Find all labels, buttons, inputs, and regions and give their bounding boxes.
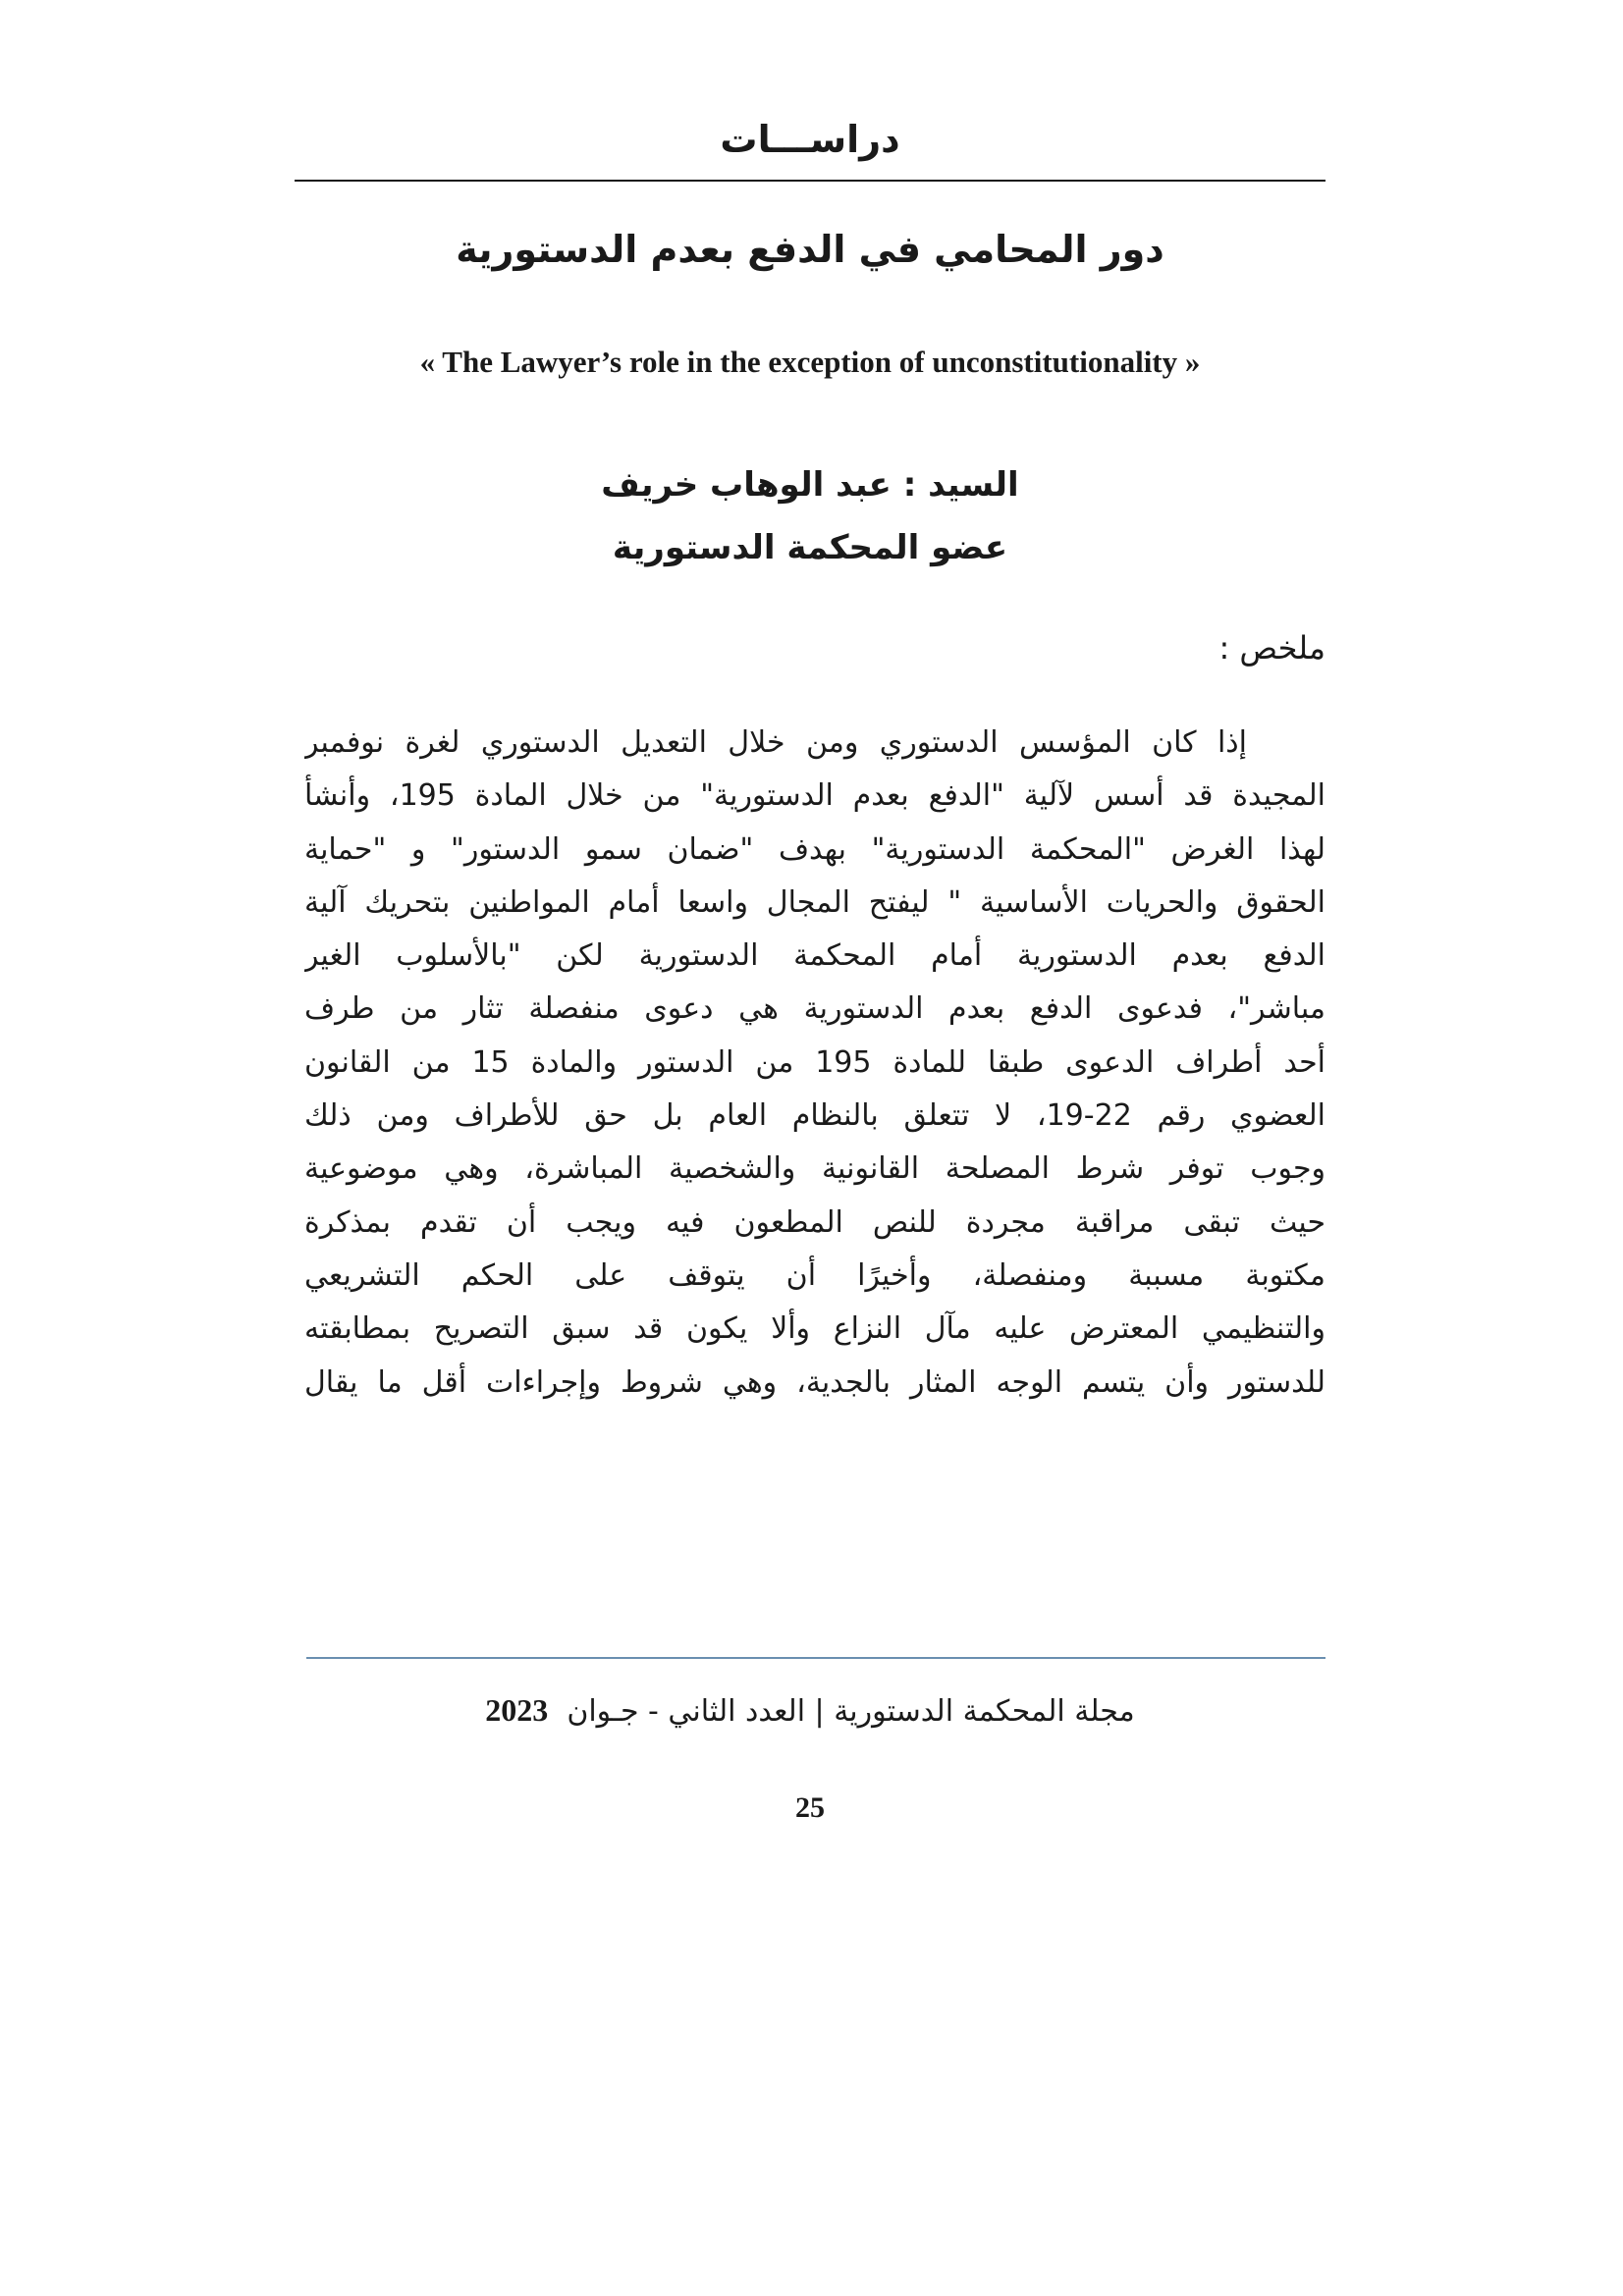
abstract-body (304, 717, 1325, 1410)
abstract-line: لهذا الغرض "المحكمة الدستورية" بهدف "ضمان سمو الدستور" و "حماية (304, 831, 1325, 867)
abstract-line: للدستور وأن يتسم الوجه المثار بالجدية، وهي شروط وإجراءات أقل ما يقال (304, 1364, 1325, 1400)
abstract-line: المجيدة قد أسس لآلية "الدفع بعدم الدستورية" من خلال المادة 195، وأنشأ (304, 778, 1325, 814)
author-position: عضو المحكمة الدستورية (612, 528, 1008, 567)
abstract-line: وجوب توفر شرط المصلحة القانونية والشخصية المباشرة، وهي موضوعية (304, 1151, 1325, 1187)
abstract-line: إذا كان المؤسس الدستوري ومن خلال التعديل الدستوري لغرة نوفمبر (304, 725, 1247, 760)
footer-divider (306, 1657, 1325, 1659)
journal-footer (295, 1681, 1325, 1741)
abstract-line: الدفع بعدم الدستورية أمام المحكمة الدستورية لكن "بالأسلوب الغير (304, 938, 1325, 974)
abstract-label: ملخص : (1218, 629, 1325, 667)
abstract-line: العضوي رقم 22-19، لا تتعلق بالنظام العام بل حق للأطراف ومن ذلك (304, 1098, 1325, 1134)
abstract-line: أحد أطراف الدعوى طبقا للمادة 195 من الدستور والمادة 15 من القانون (304, 1044, 1325, 1080)
journal-year: 2023 (485, 1692, 549, 1728)
abstract-line: الحقوق والحريات الأساسية " ليفتح المجال واسعا أمام المواطنين بتحريك آلية (304, 884, 1325, 920)
author-name: السيد : عبد الوهاب خريف (601, 465, 1019, 505)
abstract-line: حيث تبقى مراقبة مجردة للنص المطعون فيه ويجب أن تقدم بمذكرة (304, 1204, 1325, 1240)
article-title-arabic: دور المحامي في الدفع بعدم الدستورية (456, 228, 1164, 271)
page-number: 25 (795, 1791, 825, 1824)
abstract-line: مكتوبة مسببة ومنفصلة، وأخيرًا أن يتوقف على الحكم التشريعي (304, 1257, 1325, 1293)
author-block (295, 454, 1325, 579)
article-title-english: « The Lawyer’s role in the exception of unconstitutionality » (419, 345, 1201, 379)
abstract-line: مباشر"، فدعوى الدفع بعدم الدستورية هي دعوى منفصلة تثار من طرف (304, 991, 1325, 1027)
section-header: دراســـات (720, 118, 900, 161)
header-divider (295, 180, 1325, 182)
journal-name: مجلة المحكمة الدستورية | العدد الثاني - جـوان (567, 1694, 1135, 1729)
abstract-line: والتنظيمي المعترض عليه مآل النزاع وألا يكون قد سبق التصريح بمطابقته (304, 1311, 1325, 1347)
